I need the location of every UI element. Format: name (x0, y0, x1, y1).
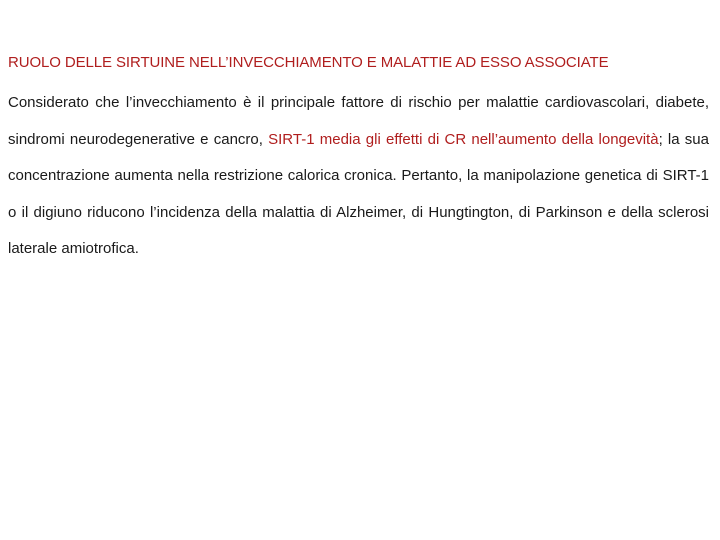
paragraph-text-end: ; la sua concentrazione aumenta nella restrizione calorica cronica. Pertanto, la manipolazione genetica di SIRT-1 o il digiuno riducono l’incidenza della malattia di Alzheimer, di Hungtington, di Parkinson e della sclerosi laterale amiotrofica. (8, 130, 709, 257)
paragraph-text-start: Considerato che l’invecchiamento è il principale fattore di rischio per malattie cardiovascolari, diabete, sindromi neurodegenerative e cancro, (8, 94, 709, 148)
body-paragraph (8, 85, 709, 268)
highlighted-text: SIRT-1 media gli effetti di CR nell’aumento della longevità (268, 130, 659, 148)
slide-title: RUOLO DELLE SIRTUINE NELL’INVECCHIAMENTO E MALATTIE AD ESSO ASSOCIATE (8, 54, 609, 71)
